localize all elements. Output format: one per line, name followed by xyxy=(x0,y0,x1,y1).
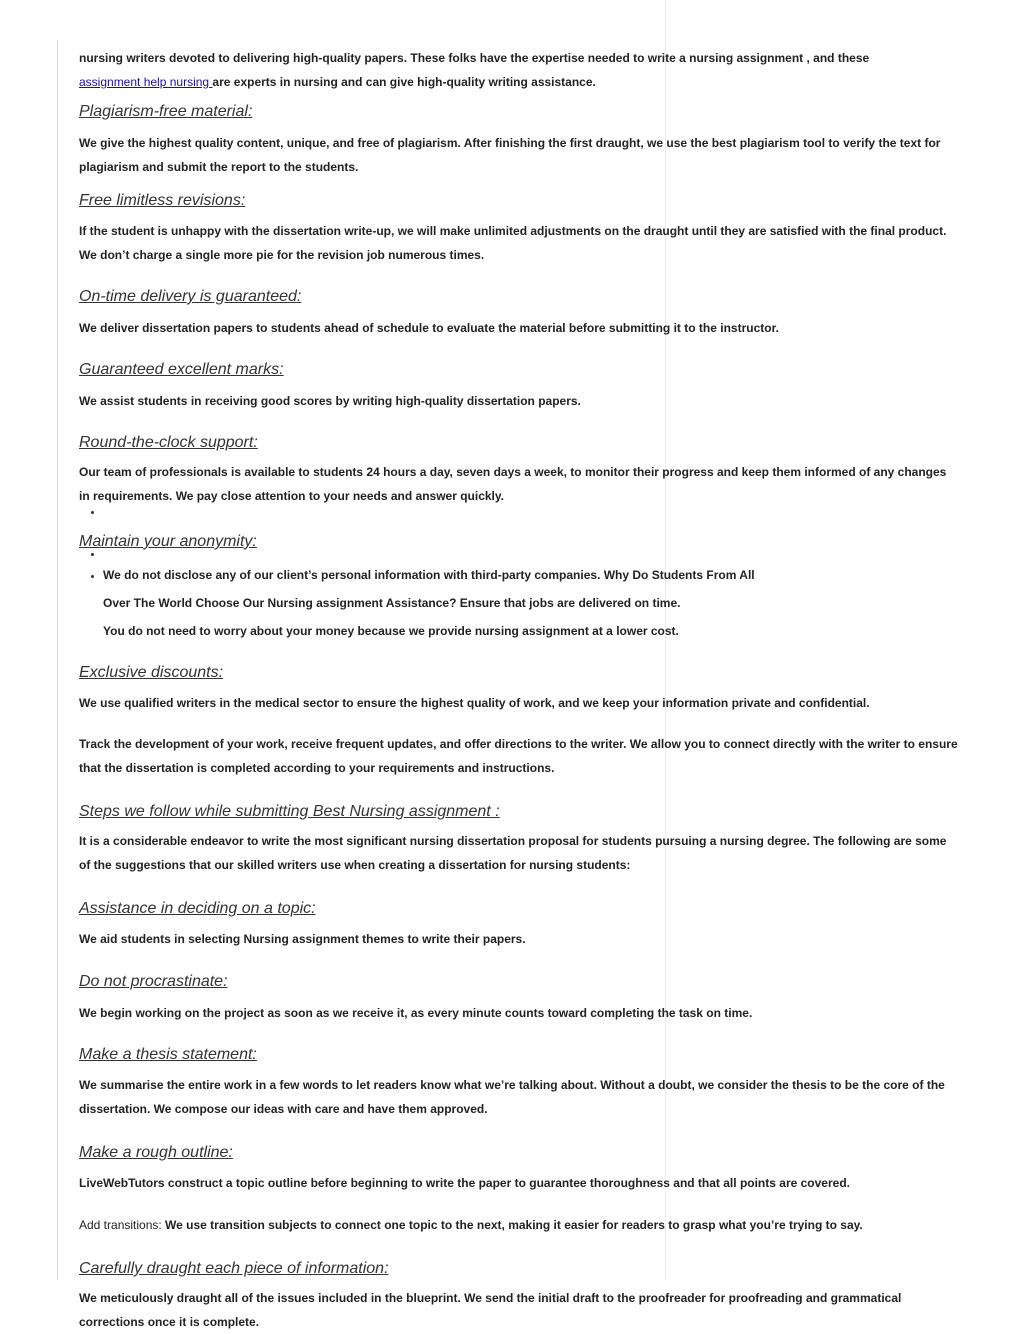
assignment-help-link[interactable]: assignment help nursing xyxy=(79,75,213,89)
section-body: We summarise the entire work in a few words to let readers know what we’re talking about. Without a doubt, we consider the thesis to be the core of the dissertation. We compose our ideas with care and have them approved. xyxy=(79,1078,945,1116)
section-heading: Guaranteed excellent marks: xyxy=(79,361,284,378)
section-steps xyxy=(79,801,959,877)
section-marks xyxy=(79,359,959,413)
transitions-label: Add transitions: xyxy=(79,1218,166,1232)
section-heading: Make a rough outline: xyxy=(79,1144,233,1161)
section-heading: Assistance in deciding on a topic: xyxy=(79,900,316,917)
section-body: We give the highest quality content, unique, and free of plagiarism. After finishing the first draught, we use the best plagiarism tool to verify the text for plagiarism and submit the report to the students. xyxy=(79,136,941,174)
transitions-text: We use transition subjects to connect one topic to the next, making it easier for readers to grasp what you’re trying to say. xyxy=(165,1218,863,1232)
section-heading: Round-the-clock support: xyxy=(79,434,258,451)
steps-heading-text: Steps we follow while submitting Best Nursing assignment xyxy=(79,803,491,820)
section-procrastinate xyxy=(79,971,959,1025)
section-anonymity xyxy=(79,531,959,645)
section-extra-paragraph: Track the development of your work, receive frequent updates, and offer directions to the writer. We allow you to connect directly with the writer to ensure that the dissertation is completed according to your requirements and instructions. xyxy=(79,737,958,775)
section-body: Our team of professionals is available to students 24 hours a day, seven days a week, to monitor their progress and keep them informed of any changes in requirements. We pay close attention to your needs and answer quickly. xyxy=(79,465,947,503)
section-discounts xyxy=(79,662,959,780)
section-topic xyxy=(79,898,959,951)
section-heading: Make a thesis statement: xyxy=(79,1046,257,1063)
left-margin-rule xyxy=(57,40,58,1280)
list-item: We do not disclose any of our client’s personal information with third-party companies. Why Do Students From All xyxy=(103,568,755,582)
section-support xyxy=(79,432,959,508)
section-heading: On-time delivery is guaranteed: xyxy=(79,288,302,305)
section-body: LiveWebTutors construct a topic outline before beginning to write the paper to guarantee thoroughness and that all points are covered. xyxy=(79,1176,850,1190)
section-body: If the student is unhappy with the dissertation write-up, we will make unlimited adjustments on the draught until they are satisfied with the final product. We don’t charge a single more pie for the revision job numerous times. xyxy=(79,224,947,262)
document-page xyxy=(79,46,959,1334)
section-body: We assist students in receiving good scores by writing high-quality dissertation papers. xyxy=(79,394,581,408)
section-heading: Exclusive discounts: xyxy=(79,664,224,681)
section-delivery xyxy=(79,286,959,340)
intro-line-rest: are experts in nursing and can give high-quality writing assistance. xyxy=(212,75,596,89)
section-heading xyxy=(79,801,959,823)
section-thesis xyxy=(79,1044,959,1121)
section-body: We aid students in selecting Nursing assignment themes to write their papers. xyxy=(79,932,526,946)
section-heading: Do not procrastinate: xyxy=(79,973,228,990)
section-body: We use qualified writers in the medical sector to ensure the highest quality of work, and we keep your information private and confidential. xyxy=(79,696,870,710)
section-plagiarism xyxy=(79,101,959,179)
section-heading: Free limitless revisions: xyxy=(79,192,246,209)
section-body: We begin working on the project as soon as we receive it, as every minute counts toward completing the task on time. xyxy=(79,1006,753,1020)
section-revisions xyxy=(79,190,959,267)
section-body: It is a considerable endeavor to write the most significant nursing dissertation proposal for students pursuing a nursing degree. The following are some of the suggestions that our skilled writers use when creating a dissertation for nursing students: xyxy=(79,834,947,872)
section-heading: Plagiarism-free material: xyxy=(79,103,253,120)
section-outline xyxy=(79,1142,959,1237)
section-body: We meticulously draught all of the issues included in the blueprint. We send the initial draft to the proofreader for proofreading and grammatical corrections once it is complete. xyxy=(79,1291,902,1329)
section-draught xyxy=(79,1258,959,1334)
section-body: We deliver dissertation papers to students ahead of schedule to evaluate the material before submitting it to the instructor. xyxy=(79,321,779,335)
intro-paragraph xyxy=(79,46,959,94)
list-item: You do not need to worry about your money because we provide nursing assignment at a lower cost. xyxy=(103,624,679,638)
section-heading: Maintain your anonymity: xyxy=(79,533,257,550)
intro-line: nursing writers devoted to delivering high-quality papers. These folks have the expertise needed to write a nursing assignment , and these xyxy=(79,51,870,65)
section-heading: Carefully draught each piece of information: xyxy=(79,1260,389,1277)
list-item: Over The World Choose Our Nursing assignment Assistance? Ensure that jobs are delivered on time. xyxy=(103,596,681,610)
steps-heading-suffix: : xyxy=(495,803,500,820)
bullet-list xyxy=(79,561,959,645)
